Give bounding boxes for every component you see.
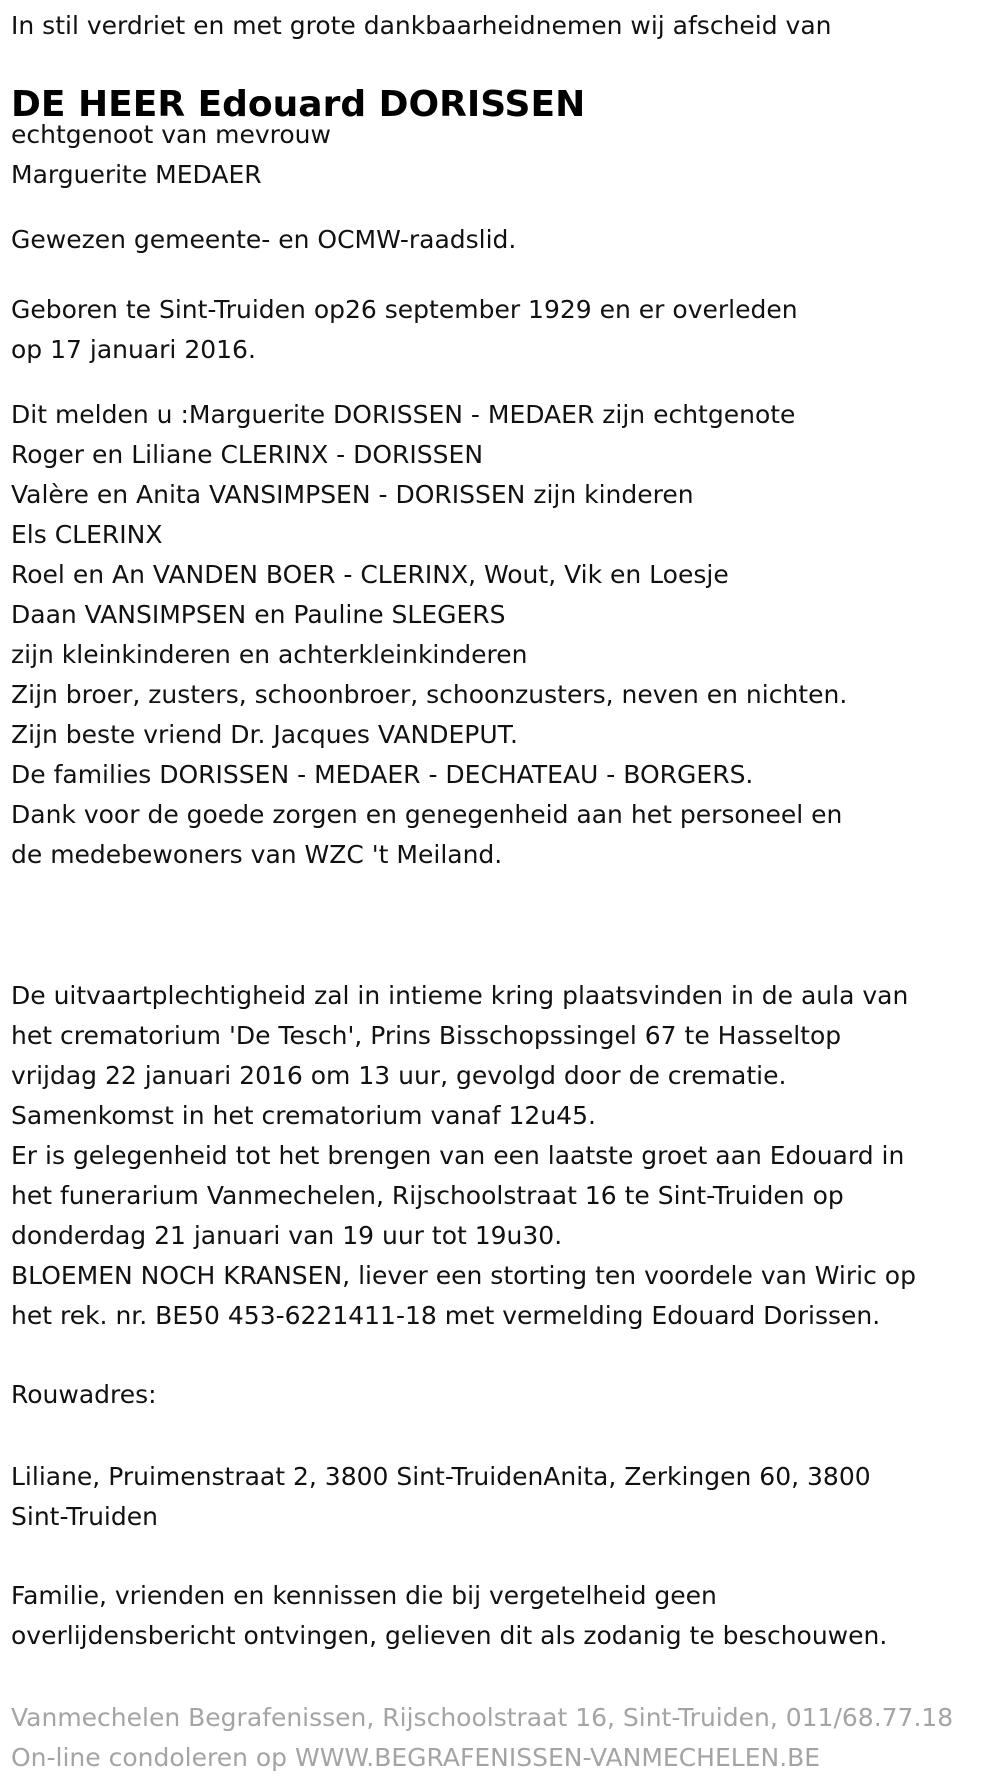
ceremony-block (11, 976, 916, 1336)
family-line: Roger en Liliane CLERINX - DORISSEN (11, 440, 484, 469)
family-line: Els CLERINX (11, 520, 163, 549)
birth-block (11, 290, 798, 370)
closing-line: overlijdensbericht ontvingen, gelieven dit als zodanig te beschouwen. (11, 1621, 888, 1650)
family-line: zijn kleinkinderen en achterkleinkinderen (11, 640, 528, 669)
deceased-name: DE HEER Edouard DORISSEN (11, 84, 586, 125)
family-line: Roel en An VANDEN BOER - CLERINX, Wout, Vik en Loesje (11, 560, 729, 589)
birth-line: Geboren te Sint-Truiden op26 september 1929 en er overleden (11, 295, 798, 324)
ceremony-line: De uitvaartplechtigheid zal in intieme kring plaatsvinden in de aula van (11, 981, 909, 1010)
family-line: Zijn broer, zusters, schoonbroer, schoonzusters, neven en nichten. (11, 680, 848, 709)
spouse-line: Marguerite MEDAER (11, 160, 262, 189)
family-line: De families DORISSEN - MEDAER - DECHATEAU - BORGERS. (11, 760, 754, 789)
family-line: Dank voor de goede zorgen en genegenheid aan het personeel en (11, 800, 843, 829)
ceremony-line: Er is gelegenheid tot het brengen van een laatste groet aan Edouard in (11, 1141, 905, 1170)
family-block (11, 395, 847, 875)
funeral-home-footer (11, 1700, 953, 1780)
ceremony-line: het crematorium 'De Tesch', Prins Bisschopssingel 67 te Hasseltop (11, 1021, 842, 1050)
footer-line-website: On-line condoleren op WWW.BEGRAFENISSEN-VANMECHELEN.BE (11, 1743, 821, 1772)
family-line: Zijn beste vriend Dr. Jacques VANDEPUT. (11, 720, 518, 749)
ceremony-line: donderdag 21 januari van 19 uur tot 19u30. (11, 1221, 563, 1250)
mourning-address-line: Liliane, Pruimenstraat 2, 3800 Sint-TruidenAnita, Zerkingen 60, 3800 (11, 1462, 871, 1491)
family-line: Dit melden u :Marguerite DORISSEN - MEDAER zijn echtgenote (11, 400, 796, 429)
spouse-line: echtgenoot van mevrouw (11, 120, 331, 149)
mourning-address-label: Rouwadres: (11, 1380, 157, 1409)
family-line: Valère en Anita VANSIMPSEN - DORISSEN zijn kinderen (11, 480, 694, 509)
ceremony-line: Samenkomst in het crematorium vanaf 12u45. (11, 1101, 596, 1130)
family-line: de medebewoners van WZC 't Meiland. (11, 840, 503, 869)
ceremony-line: vrijdag 22 januari 2016 om 13 uur, gevolgd door de crematie. (11, 1061, 787, 1090)
mourning-address-line: Sint-Truiden (11, 1502, 158, 1531)
role-block (11, 220, 516, 260)
closing-line: Familie, vrienden en kennissen die bij vergetelheid geen (11, 1581, 717, 1610)
mourning-address-block (11, 1457, 871, 1537)
family-line: Daan VANSIMPSEN en Pauline SLEGERS (11, 600, 506, 629)
footer-line-address: Vanmechelen Begrafenissen, Rijschoolstraat 16, Sint-Truiden, 011/68.77.18 (11, 1703, 954, 1732)
spouse-block (11, 115, 331, 195)
birth-line: op 17 januari 2016. (11, 335, 256, 364)
closing-block (11, 1576, 887, 1656)
ceremony-line: het funerarium Vanmechelen, Rijschoolstraat 16 te Sint-Truiden op (11, 1181, 844, 1210)
intro-text: In stil verdriet en met grote dankbaarheidnemen wij afscheid van (11, 11, 832, 40)
role-line: Gewezen gemeente- en OCMW-raadslid. (11, 225, 517, 254)
ceremony-line: het rek. nr. BE50 453-6221411-18 met vermelding Edouard Dorissen. (11, 1301, 881, 1330)
ceremony-line: BLOEMEN NOCH KRANSEN, liever een storting ten voordele van Wiric op (11, 1261, 916, 1290)
mourning-label-block (11, 1375, 157, 1415)
